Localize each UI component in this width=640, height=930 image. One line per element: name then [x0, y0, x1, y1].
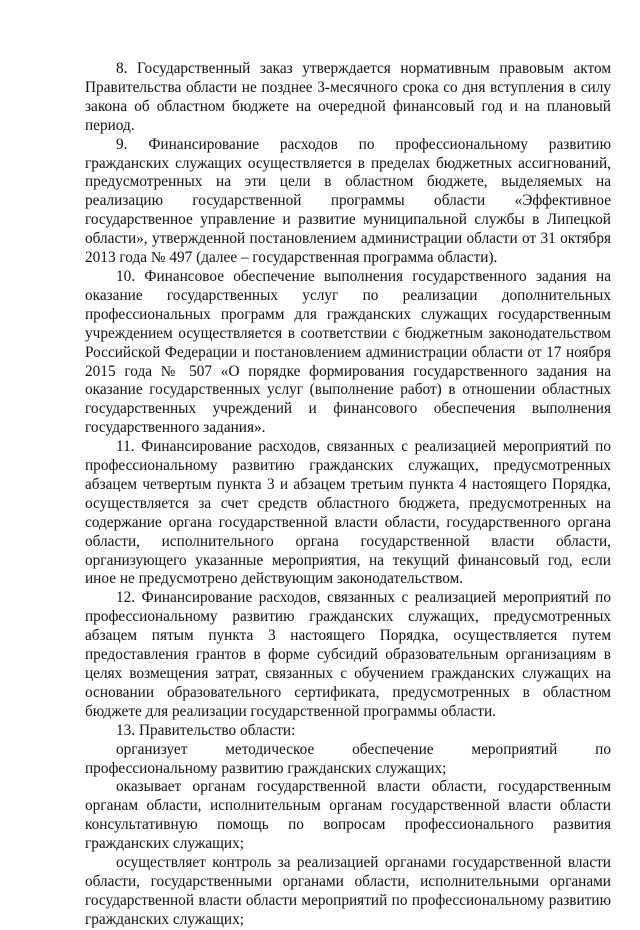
- paragraph-13-item-control: осуществляет контроль за реализацией органами государственной власти области, государственными органами области, исполнительными органами государственной власти области мероприятий по профессиональному развитию гражданских служащих;: [85, 854, 611, 928]
- paragraph-13-item-methodical: организует методическое обеспечение мероприятий по профессиональному развитию гражданских служащих;: [85, 740, 611, 777]
- paragraph-13-heading: 13. Правительство области:: [116, 721, 296, 739]
- paragraph-11: 11. Финансирование расходов, связанных с реализацией мероприятий по профессиональному развитию гражданских служащих, предусмотренных абзацем четвертым пункта 3 и абзацем третьим пункта 4 настоящего Порядка, осуществляется за счет средств областного бюджета, предусмотренных на содержание органа государственной власти области, государственного органа области, исполнительного органа государственной власти области, организующего указанные мероприятия, на текущий финансовый год, если иное не предусмотрено действующим законодательством.: [85, 438, 611, 588]
- paragraph-9: 9. Финансирование расходов по профессиональному развитию гражданских служащих осуществляется в пределах бюджетных ассигнований, предусмотренных на эти цели в областном бюджете, выделяемых на реализацию государственной программы области «Эффективное государственное управление и развитие муниципальной службы в Липецкой области», утвержденной постановлением администрации области от 31 октября 2013 года № 497 (далее – государственная программа области).: [85, 135, 611, 267]
- paragraph-8: 8. Государственный заказ утверждается нормативным правовым актом Правительства области не позднее 3-месячного срока со дня вступления в силу закона об областном бюджете на очередной финансовый год и на плановый период.: [85, 60, 611, 134]
- paragraph-13-item-consulting: оказывает органам государственной власти области, государственным органам области, исполнительным органам государственной власти области консультативную помощь по вопросам профессионального развития гражданских служащих;: [85, 778, 611, 853]
- paragraph-10: 10. Финансовое обеспечение выполнения государственного задания на оказание государственных услуг по реализации дополнительных профессиональных программ для гражданских служащих государственным учреждением осуществляется в соответствии с бюджетным законодательством Российской Федерации и постановлением администрации области от 17 ноября 2015 года № 507 «О порядке формирования государственного задания на оказание государственных услуг (выполнение работ) в отношении областных государственных учреждений и финансового обеспечения выполнения государственного задания».: [85, 267, 611, 437]
- paragraph-12: 12. Финансирование расходов, связанных с реализацией мероприятий по профессиональному развитию гражданских служащих, предусмотренных абзацем пятым пункта 3 настоящего Порядка, осуществляется путем предоставления грантов в форме субсидий образовательным организациям в целях возмещения затрат, связанных с обучением гражданских служащих на основании образовательного сертификата, предусмотренных в областном бюджете для реализации государственной программы области.: [85, 589, 611, 720]
- document-page: [85, 60, 611, 930]
